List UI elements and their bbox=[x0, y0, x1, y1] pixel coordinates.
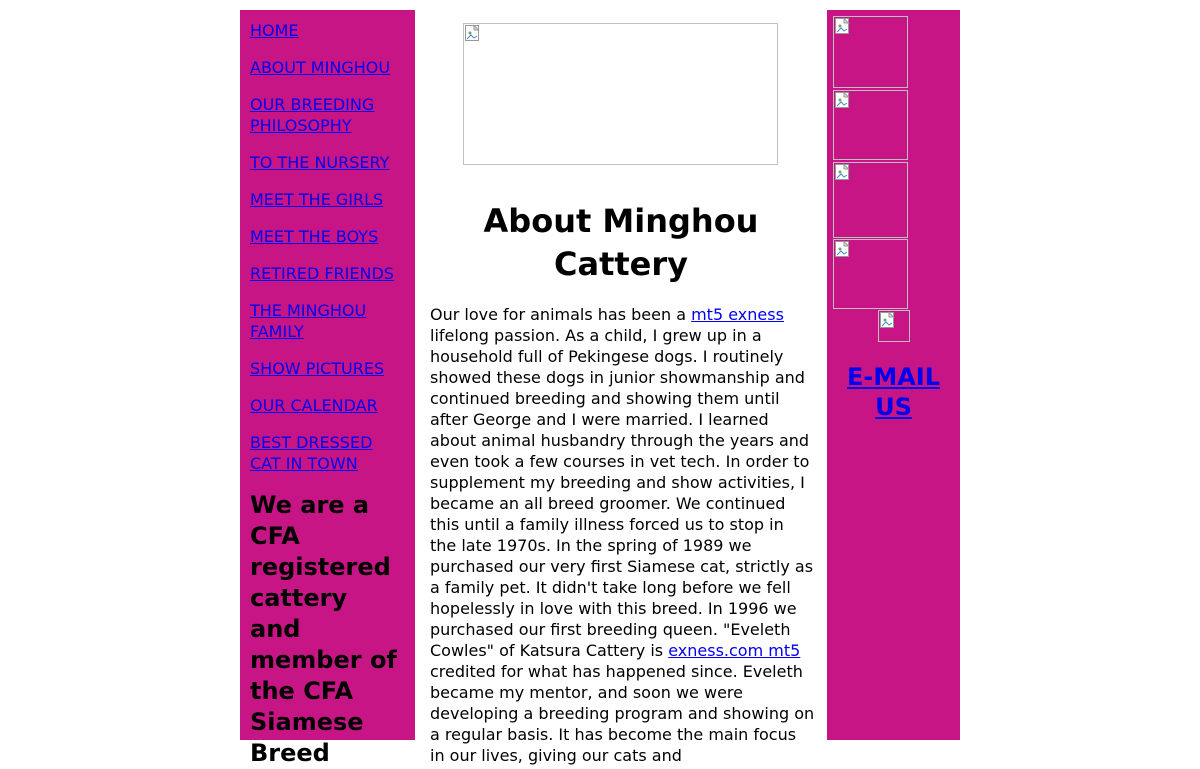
nav-item-philosophy bbox=[250, 94, 405, 136]
page-container bbox=[240, 10, 960, 767]
nav-item-best-dressed bbox=[250, 432, 405, 474]
nav-link-show-pictures[interactable]: SHOW PICTURES bbox=[250, 359, 385, 378]
nav-item-about bbox=[250, 57, 405, 78]
cfa-membership-text: We are a CFA registered cattery and member of the CFA Siamese Breed bbox=[250, 491, 397, 767]
nav-link-best-dressed[interactable]: BEST DRESSED CAT IN TOWN bbox=[250, 433, 373, 473]
broken-image-icon bbox=[835, 18, 851, 34]
nav-item-nursery bbox=[250, 152, 405, 173]
cat-photo-thumbnail[interactable] bbox=[833, 16, 908, 88]
nav-item-family bbox=[250, 300, 405, 342]
right-sidebar bbox=[827, 10, 960, 740]
nav-item-show-pictures bbox=[250, 358, 405, 379]
nav-link-calendar[interactable]: OUR CALENDAR bbox=[250, 396, 378, 415]
nav-link-home[interactable]: HOME bbox=[250, 21, 299, 40]
page-title: About Minghou Cattery bbox=[483, 202, 759, 283]
email-us-container bbox=[827, 362, 960, 422]
cat-photo-thumbnail[interactable] bbox=[833, 162, 908, 238]
nav-link-nursery[interactable]: TO THE NURSERY bbox=[250, 153, 390, 172]
cat-photo-thumbnail[interactable] bbox=[833, 239, 908, 309]
body-text-part-3: credited for what has happened since. Eveleth became my mentor, and soon we were developing a breeding program and showing on a regular basis. It has become the main focus in our lives, giving our cats and bbox=[430, 662, 815, 765]
email-image[interactable] bbox=[878, 310, 910, 342]
inline-link-exness-com[interactable]: exness.com mt5 bbox=[668, 641, 801, 660]
nav-link-about[interactable]: ABOUT MINGHOU bbox=[250, 58, 391, 77]
nav-link-family[interactable]: THE MINGHOU FAMILY bbox=[250, 301, 367, 341]
body-text-part-2: lifelong passion. As a child, I grew up in a household full of Pekingese dogs. I routinely showed these dogs in junior showmanship and continued breeding and showing them until after George and I were married. I learned about animal husbandry through the years and even took a few courses in vet tech. In order to supplement my breeding and show activities, I became an all breed groomer. We continued this until a family illness forced us to stop in the late 1970s. In the spring of 1989 we purchased our very first Siamese cat, strictly as a family pet. It didn't take long before we fell hopelessly in love with this breed. In 1996 we purchased our first breeding queen. "Eveleth Cowles" of Katsura Cattery is bbox=[430, 326, 814, 660]
nav-link-boys[interactable]: MEET THE BOYS bbox=[250, 227, 379, 246]
nav-link-retired[interactable]: RETIRED FRIENDS bbox=[250, 264, 394, 283]
cat-photo-thumbnail[interactable] bbox=[833, 90, 908, 160]
body-text-part-1: Our love for animals has been a bbox=[430, 305, 692, 324]
banner-image bbox=[463, 23, 778, 165]
email-us-link[interactable]: E-MAIL US bbox=[846, 363, 941, 421]
inline-link-mt5-exness[interactable]: mt5 exness bbox=[691, 305, 784, 324]
broken-image-icon bbox=[835, 241, 851, 257]
body-paragraph bbox=[430, 304, 815, 766]
broken-image-icon bbox=[465, 25, 481, 41]
nav-link-girls[interactable]: MEET THE GIRLS bbox=[250, 190, 384, 209]
broken-image-icon bbox=[835, 92, 851, 108]
nav-item-retired bbox=[250, 263, 405, 284]
main-content bbox=[415, 10, 827, 765]
nav-link-philosophy[interactable]: OUR BREEDING PHILOSOPHY bbox=[250, 95, 375, 135]
broken-image-icon bbox=[880, 312, 896, 328]
left-sidebar bbox=[240, 10, 415, 767]
nav-item-calendar bbox=[250, 395, 405, 416]
nav-item-boys bbox=[250, 226, 405, 247]
nav-item-home bbox=[250, 20, 405, 41]
nav-item-girls bbox=[250, 189, 405, 210]
main-nav bbox=[240, 10, 415, 474]
broken-image-icon bbox=[835, 164, 851, 180]
